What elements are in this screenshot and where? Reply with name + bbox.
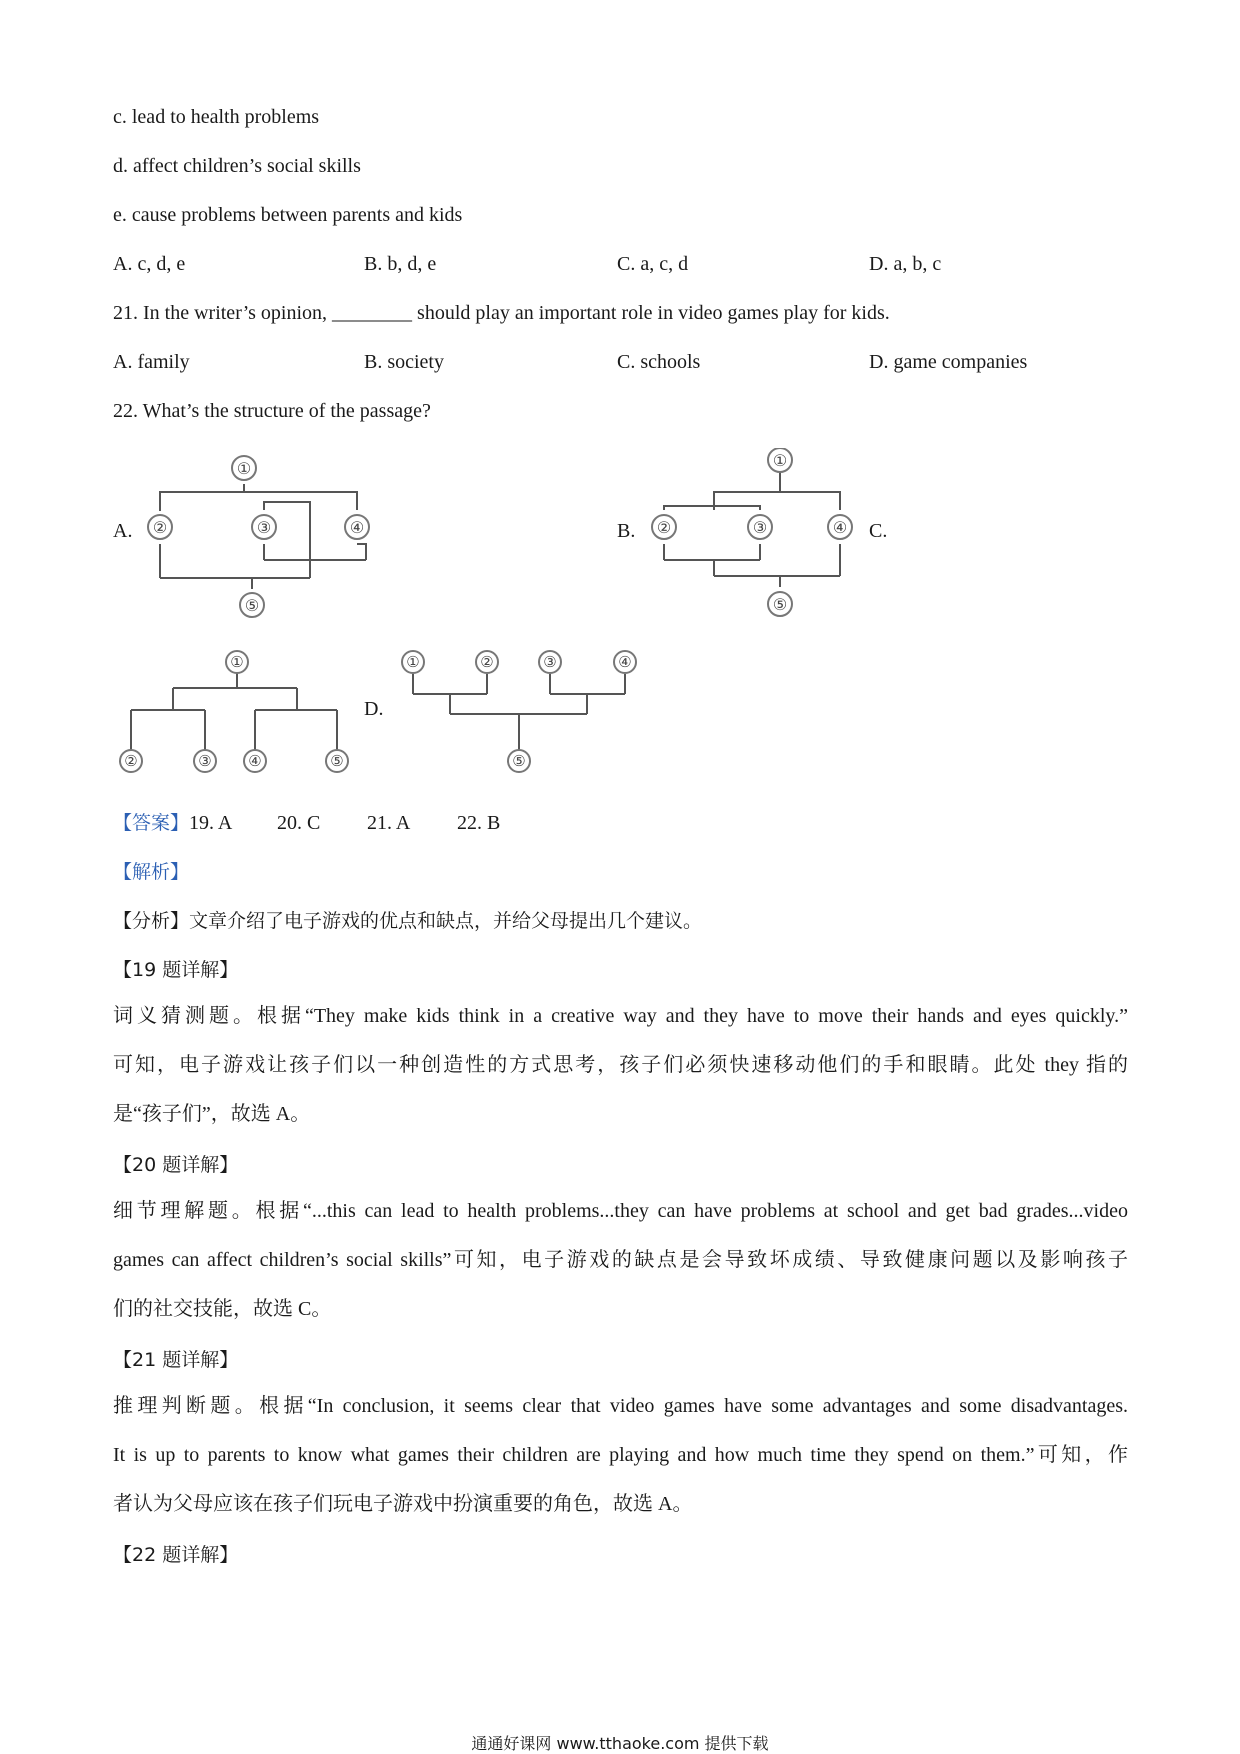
q21-choice-c: C. schools [617, 351, 701, 373]
detail-22-title: 【22 题详解】 [113, 1544, 239, 1566]
q21-stem: 21. In the writer’s opinion, ________ should play an important role in video games play for kids. [113, 302, 890, 324]
summary-tag: 【分析】 [113, 910, 190, 932]
diagram-d-node-5: ⑤ [512, 754, 526, 770]
diagram-c-node-2: ② [124, 754, 138, 770]
q22-stem: 22. What’s the structure of the passage? [113, 400, 431, 422]
diagram-b-node-5: ⑤ [772, 597, 788, 614]
detail-20-line: 们的社交技能，故选 C。 [113, 1298, 332, 1320]
detail-20-body [113, 1187, 1128, 1334]
diagram-b-node-2: ② [656, 520, 672, 537]
q21-choice-d: D. game companies [869, 351, 1028, 373]
detail-20-line: games can affect children’s social skills”可知，电子游戏的缺点是会导致坏成绩、导致健康问题以及影响孩子 [113, 1249, 1128, 1271]
diagram-a-node-1: ① [236, 461, 252, 478]
diagram-a-node-3: ③ [256, 520, 272, 537]
structure-diagram-d [395, 650, 645, 780]
diagram-c-node-5: ⑤ [330, 754, 344, 770]
diagram-c-node-1: ① [230, 655, 244, 671]
diagram-b-node-4: ④ [832, 520, 848, 537]
diagram-label-c: C. [869, 520, 888, 542]
q20-choice-a: A. c, d, e [113, 253, 186, 275]
detail-19-title: 【19 题详解】 [113, 959, 239, 981]
analysis-tag: 【解析】 [113, 861, 190, 883]
diagram-a-node-5: ⑤ [244, 598, 260, 615]
diagram-c-node-4: ④ [248, 754, 262, 770]
diagram-c-node-3: ③ [198, 754, 212, 770]
detail-19-line: 词义猜测题。根据“They make kids think in a creative way and they have to move their hands and eyes quickly.” [113, 1005, 1128, 1027]
detail-21-title: 【21 题详解】 [113, 1349, 239, 1371]
answer-item: 21. A [367, 812, 411, 834]
diagram-a-node-4: ④ [349, 520, 365, 537]
detail-21-line: It is up to parents to know what games their children are playing and how much time they spend on them.”可知，作 [113, 1444, 1128, 1466]
answer-item: 22. B [457, 812, 501, 834]
answer-tag: 【答案】 [113, 812, 190, 834]
option-line-e: e. cause problems between parents and kids [113, 204, 463, 226]
q20-choice-d: D. a, b, c [869, 253, 942, 275]
detail-21-body [113, 1382, 1128, 1529]
structure-diagram-b [650, 448, 860, 624]
diagram-label-a: A. [113, 520, 133, 542]
detail-19-line: 是“孩子们”，故选 A。 [113, 1103, 311, 1125]
q20-choice-c: C. a, c, d [617, 253, 689, 275]
page-footer: 通通好课网 www.tthaoke.com 提供下载 [471, 1734, 769, 1753]
diagram-label-b: B. [617, 520, 636, 542]
structure-diagram-c [113, 650, 363, 780]
diagram-d-node-4: ④ [618, 655, 632, 671]
option-line-d: d. affect children’s social skills [113, 155, 361, 177]
detail-20-line: 细节理解题。根据“...this can lead to health problems...they can have problems at school and get bad grades...video [113, 1200, 1128, 1222]
diagram-a-node-2: ② [152, 520, 168, 537]
option-line-c: c. lead to health problems [113, 106, 320, 128]
q21-choice-a: A. family [113, 351, 190, 373]
diagram-b-node-1: ① [772, 453, 788, 470]
q21-choice-b: B. society [364, 351, 444, 373]
summary [113, 906, 702, 933]
diagram-label-d: D. [364, 698, 384, 720]
q20-choice-b: B. b, d, e [364, 253, 437, 275]
structure-diagram-a [140, 448, 380, 624]
summary-text: 文章介绍了电子游戏的优点和缺点，并给父母提出几个建议。 [189, 910, 703, 932]
detail-19-line: 可知，电子游戏让孩子们以一种创造性的方式思考，孩子们必须快速移动他们的手和眼睛。此处 they 指的 [113, 1054, 1128, 1076]
answer-row [113, 808, 500, 835]
diagram-b-node-3: ③ [752, 520, 768, 537]
diagram-d-node-1: ① [406, 655, 420, 671]
answer-item: 20. C [277, 812, 321, 834]
diagram-d-node-3: ③ [543, 655, 557, 671]
answer-item: 19. A [189, 812, 233, 834]
detail-21-line: 推理判断题。根据“In conclusion, it seems clear that video games have some advantages and some disadvantages. [113, 1395, 1128, 1417]
detail-21-line: 者认为父母应该在孩子们玩电子游戏中扮演重要的角色，故选 A。 [113, 1493, 693, 1515]
diagram-d-node-2: ② [480, 655, 494, 671]
detail-19-body [113, 992, 1128, 1139]
detail-20-title: 【20 题详解】 [113, 1154, 239, 1176]
